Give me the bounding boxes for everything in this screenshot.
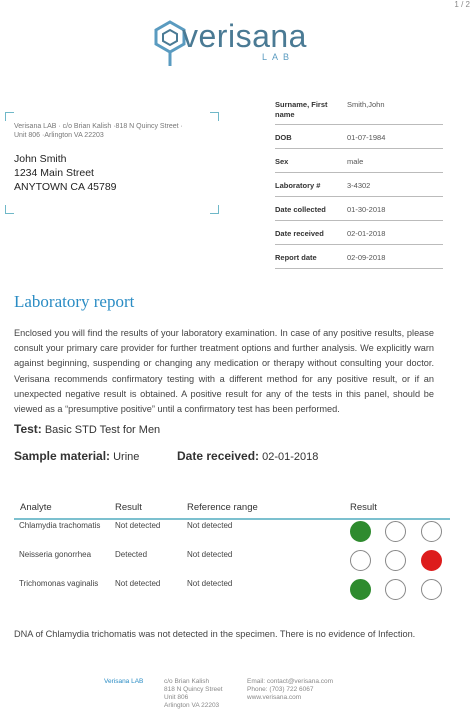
footer-address-line: c/o Brian Kalish xyxy=(164,678,210,685)
indicator-negative-icon xyxy=(350,521,371,542)
sample-label: Sample material: xyxy=(14,449,111,463)
info-value: 01-07-1984 xyxy=(347,133,386,142)
analyte-name: Neisseria gonorrhea xyxy=(19,550,92,559)
sender-line: Unit 806 ·Arlington VA 22203 xyxy=(14,132,104,139)
info-value: 02-01-2018 xyxy=(347,229,386,238)
recipient-name: John Smith xyxy=(14,153,67,165)
reference-value: Not detected xyxy=(187,521,233,530)
reference-value: Not detected xyxy=(187,579,233,588)
reference-value: Not detected xyxy=(187,550,233,559)
sender-address xyxy=(14,122,214,140)
indicator-negative-icon xyxy=(350,579,371,600)
indicator-positive-icon xyxy=(421,579,442,600)
test-value: Basic STD Test for Men xyxy=(44,424,161,436)
info-value: 02-09-2018 xyxy=(347,253,386,262)
report-title: Laboratory report xyxy=(14,292,135,311)
received-label: Date received: xyxy=(177,449,260,463)
info-value: 01-30-2018 xyxy=(347,205,386,214)
indicator-borderline-icon xyxy=(385,550,406,571)
indicator-borderline-icon xyxy=(385,579,406,600)
info-label: DOB xyxy=(275,133,292,142)
test-line xyxy=(14,422,160,436)
logo-subtitle: LAB xyxy=(262,52,295,62)
logo-wordmark: verisana xyxy=(182,18,307,54)
info-label: Laboratory # xyxy=(275,181,321,190)
result-value: Not detected xyxy=(115,521,161,530)
info-label: Sex xyxy=(275,157,289,166)
sample-line xyxy=(14,449,139,463)
info-row xyxy=(275,197,443,221)
footer-address-line: 818 N Quincy Street xyxy=(164,686,223,693)
indicator-positive-icon xyxy=(421,550,442,571)
info-row xyxy=(275,245,443,269)
footer-contact xyxy=(247,678,333,702)
header-analyte: Analyte xyxy=(20,502,52,513)
info-label: Date received xyxy=(275,229,324,238)
info-value: 3-4302 xyxy=(347,181,371,190)
info-value: male xyxy=(347,157,364,166)
result-value: Not detected xyxy=(115,579,161,588)
info-row xyxy=(275,98,443,125)
info-row xyxy=(275,149,443,173)
footer-phone: Phone: (703) 722 6067 xyxy=(247,686,314,693)
recipient-city: ANYTOWN CA 45789 xyxy=(14,181,117,193)
sample-value: Urine xyxy=(113,451,140,463)
recipient-street: 1234 Main Street xyxy=(14,167,94,179)
footer-address-line: Unit 806 xyxy=(164,694,189,701)
analyte-name: Trichomonas vaginalis xyxy=(19,579,99,588)
info-row xyxy=(275,173,443,197)
received-value: 02-01-2018 xyxy=(262,451,319,463)
recipient-address xyxy=(14,152,117,194)
sender-line: Verisana LAB · c/o Brian Kalish ·818 N Quincy Street · xyxy=(14,123,183,130)
header-result: Result xyxy=(115,502,142,513)
page-number: 1 / 2 xyxy=(454,0,470,9)
footer-address xyxy=(164,678,223,710)
results-header xyxy=(14,500,450,520)
info-label: Report date xyxy=(275,253,317,262)
footer-website[interactable]: www.verisana.com xyxy=(247,694,302,701)
result-row xyxy=(14,578,450,602)
info-label: Date collected xyxy=(275,205,326,214)
info-value: Smith,John xyxy=(347,100,385,109)
test-label: Test: xyxy=(14,422,42,436)
intro-paragraph: Enclosed you will find the results of your laboratory examination. In case of any positive results, please consult your primary care provider for further treatment options and further analysis. We explicitly warn against beginning, suspending or changing any medication or therapy without consulting your doctor. Verisana recommends confirmatory testing with a different method for any positive result, or if an unexpected negative result is obtained. A positive result for any of the tests in this panel, should be viewed as a “presumptive positive” until a confirmatory test has been performed. xyxy=(14,328,434,415)
info-row xyxy=(275,125,443,149)
info-row xyxy=(275,221,443,245)
footer-brand: Verisana LAB xyxy=(104,678,144,685)
patient-info-table xyxy=(275,98,443,269)
header-result-graph: Result xyxy=(350,502,377,513)
result-value: Detected xyxy=(115,550,148,559)
info-label: Surname, First name xyxy=(275,100,328,119)
header-reference: Reference range xyxy=(187,502,258,513)
result-row xyxy=(14,520,450,544)
result-row xyxy=(14,549,450,573)
indicator-negative-icon xyxy=(350,550,371,571)
indicator-borderline-icon xyxy=(385,521,406,542)
footer-address-line: Arlington VA 22203 xyxy=(164,702,220,709)
analyte-name: Chlamydia trachomatis xyxy=(19,521,101,530)
received-line xyxy=(177,449,318,463)
indicator-positive-icon xyxy=(421,521,442,542)
footer-email[interactable]: Email: contact@verisana.com xyxy=(247,678,334,685)
result-footnote: DNA of Chlamydia trichomatis was not detected in the specimen. There is no evidence of Infection. xyxy=(14,629,416,639)
